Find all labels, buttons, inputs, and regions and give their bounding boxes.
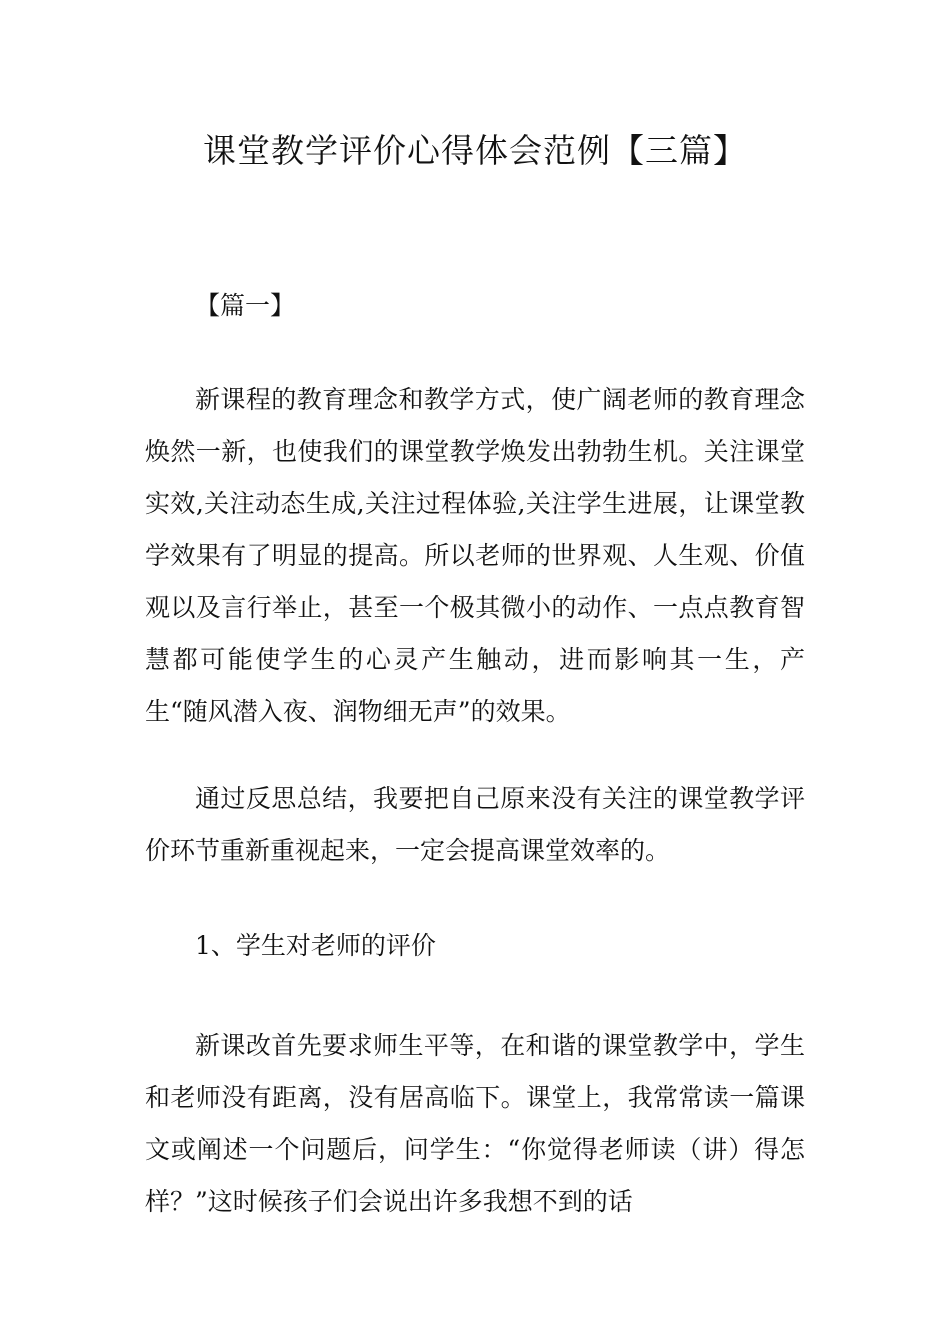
- paragraph-1: 新课程的教育理念和教学方式，使广阔老师的教育理念焕然一新，也使我们的课堂教学焕发出勃勃生机。关注课堂实效,关注动态生成,关注过程体验,关注学生进展，让课堂教学效果有了明显的提高。所以老师的世界观、人生观、价值观以及言行举止，甚至一个极其微小的动作、一点点教育智慧都可能使学生的心灵产生触动，进而影响其一生，产生“随风潜入夜、润物细无声”的效果。: [145, 385, 805, 726]
- document-title: 课堂教学评价心得体会范例【三篇】: [203, 131, 747, 170]
- paragraph-3: 新课改首先要求师生平等，在和谐的课堂教学中，学生和老师没有距离，没有居高临下。课堂上，我常常读一篇课文或阐述一个问题后，问学生：“你觉得老师读（讲）得怎样？”这时候孩子们会说出许多我想不到的话: [145, 1031, 805, 1216]
- list-item-1: 1、学生对老师的评价: [195, 931, 436, 960]
- section-heading: 【篇一】: [195, 291, 296, 320]
- paragraph-2: 通过反思总结，我要把自己原来没有关注的课堂教学评价环节重新重视起来，一定会提高课堂效率的。: [145, 784, 805, 865]
